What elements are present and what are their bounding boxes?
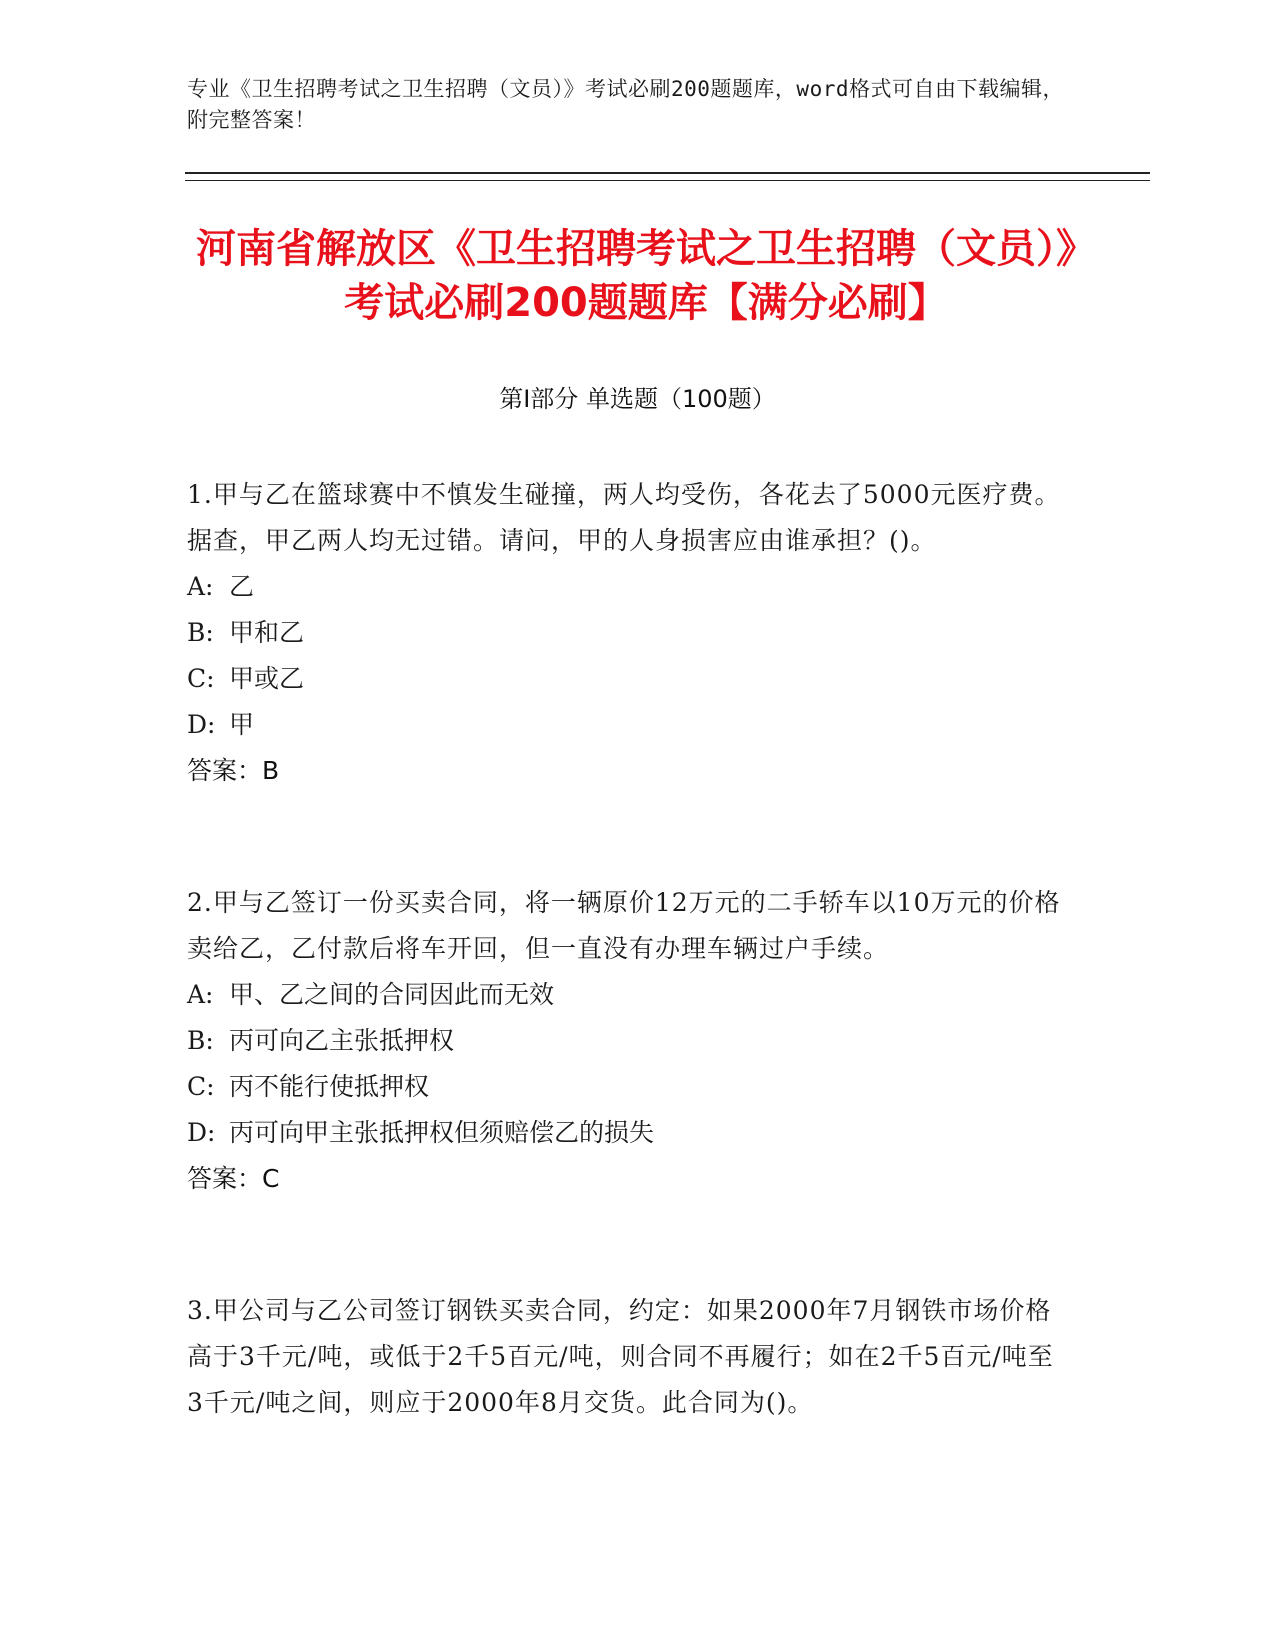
question-1 (187, 472, 1067, 794)
option-b (187, 1018, 1067, 1064)
option-key: C: (187, 1072, 215, 1101)
option-text: 乙 (229, 572, 255, 601)
answer-label: 答案：B (187, 756, 280, 785)
option-key: C: (187, 664, 215, 693)
question-stem: 1.甲与乙在篮球赛中不慎发生碰撞，两人均受伤，各花去了5000元医疗费。据查，甲乙两人均无过错。请问，甲的人身损害应由谁承担？()。 (187, 480, 1061, 555)
option-key: D: (187, 1118, 216, 1147)
option-d (187, 702, 1067, 748)
option-key: A: (187, 980, 214, 1009)
option-a (187, 972, 1067, 1018)
header-rule-thick (185, 172, 1150, 174)
question-stem: 3.甲公司与乙公司签订钢铁买卖合同，约定：如果2000年7月钢铁市场价格高于3千元/吨，或低于2千5百元/吨，则合同不再履行；如在2千5百元/吨至3千元/吨之间，则应于2000年8月交货。此合同为()。 (187, 1296, 1054, 1417)
document-title: 河南省解放区《卫生招聘考试之卫生招聘（文员）》考试必刷200题题库【满分必刷】 (196, 226, 1096, 326)
option-text: 丙可向甲主张抵押权但须赔偿乙的损失 (229, 1118, 655, 1147)
question-3 (187, 1288, 1067, 1426)
option-b (187, 610, 1067, 656)
option-key: A: (187, 572, 214, 601)
header-rule-thin (185, 180, 1150, 181)
option-key: B: (187, 618, 214, 647)
option-d (187, 1110, 1067, 1156)
option-text: 丙可向乙主张抵押权 (229, 1026, 455, 1055)
option-text: 甲 (229, 710, 255, 739)
question-stem: 2.甲与乙签订一份买卖合同，将一辆原价12万元的二手轿车以10万元的价格卖给乙，乙付款后将车开回，但一直没有办理车辆过户手续。 (187, 888, 1061, 963)
option-text: 甲和乙 (229, 618, 305, 647)
option-key: B: (187, 1026, 214, 1055)
option-text: 甲或乙 (229, 664, 305, 693)
header-note: 专业《卫生招聘考试之卫生招聘（文员）》考试必刷200题题库，word格式可自由下载编辑，附完整答案！ (187, 77, 1064, 132)
answer-label: 答案：C (187, 1164, 280, 1193)
option-a (187, 564, 1067, 610)
question-2 (187, 880, 1067, 1202)
option-c (187, 1064, 1067, 1110)
option-text: 丙不能行使抵押权 (229, 1072, 430, 1101)
option-c (187, 656, 1067, 702)
option-key: D: (187, 710, 216, 739)
section-title: 第Ⅰ部分 单选题（100题） (499, 385, 776, 413)
option-text: 甲、乙之间的合同因此而无效 (229, 980, 555, 1009)
